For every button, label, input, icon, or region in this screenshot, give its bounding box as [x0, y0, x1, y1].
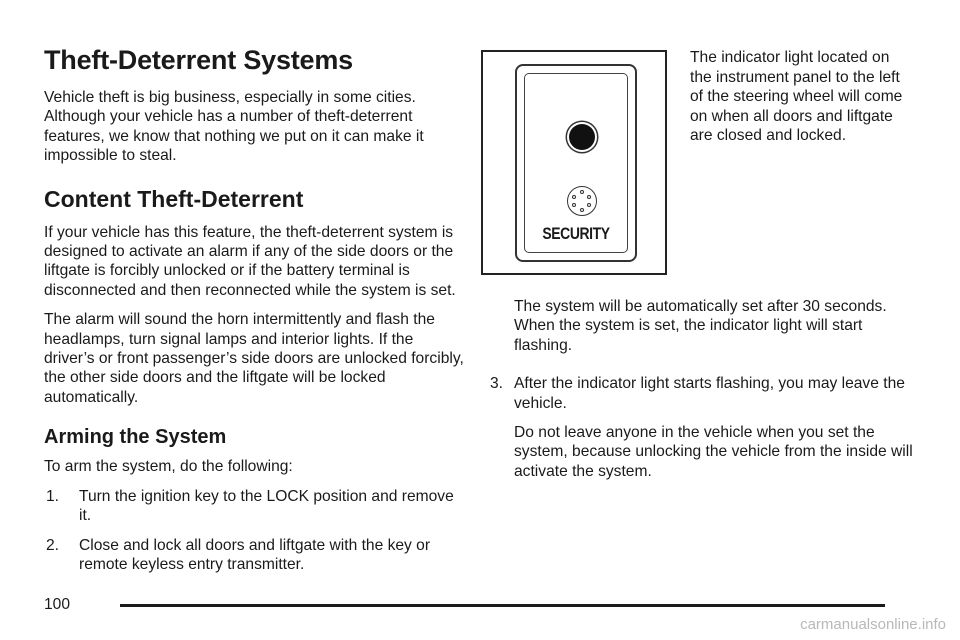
left-column: [44, 44, 464, 584]
step-number: 1.: [46, 487, 60, 505]
section-heading: Content Theft-Deterrent: [44, 185, 304, 212]
step-note: Do not leave anyone in the vehicle when you set the system, because unlocking the vehicle from the inside will activate the system.: [514, 424, 913, 480]
figure-caption-text: The indicator light located on the instrument panel to the left of the steering wheel will come on when all doors and liftgate are closed and locked.: [690, 49, 903, 145]
section-paragraph-2: The alarm will sound the horn intermittently and flash the headlamps, turn signal lamps and interior lights. If the driver’s or front passenger’s side doors are unlocked forcibly, the other side doors and the liftgate will be locked automatically.: [44, 311, 464, 406]
step-number: 3.: [490, 375, 504, 393]
step-item: [44, 536, 464, 575]
security-switch-panel: [515, 64, 637, 262]
security-label: SECURITY: [542, 224, 610, 243]
step-text: Close and lock all doors and liftgate with the key or remote keyless entry transmitter.: [79, 536, 431, 573]
subsection-heading: Arming the System: [44, 426, 227, 449]
figure-caption: [690, 48, 910, 156]
keyhole-icon: [567, 186, 597, 216]
step-number: 2.: [46, 536, 60, 554]
watermark: carmanualsonline.info: [800, 616, 946, 633]
step-item: [44, 487, 464, 526]
continued-steps: [490, 374, 924, 491]
arming-intro: To arm the system, do the following:: [44, 458, 293, 476]
right-column: [490, 297, 924, 501]
step-text: Turn the ignition key to the LOCK position and remove it.: [79, 487, 454, 525]
arming-steps: [44, 487, 464, 575]
step-item: [490, 374, 924, 491]
step-body: [514, 374, 924, 491]
security-switch-bezel: [524, 73, 628, 253]
auto-set-paragraph: The system will be automatically set after 30 seconds. When the system is set, the indicator light will start flashing.: [514, 298, 887, 354]
page-number: 100: [44, 596, 71, 613]
indicator-light-icon: [569, 124, 595, 150]
security-indicator-figure: [481, 50, 667, 275]
page-title: Theft-Deterrent Systems: [44, 45, 353, 75]
footer-divider: [120, 604, 885, 607]
section-paragraph-1: If your vehicle has this feature, the theft-deterrent system is designed to activate an alarm if any of the side doors or the liftgate is forcibly unlocked or if the battery terminal is disconnected and then reconnected while the system is set.: [44, 223, 456, 299]
intro-paragraph: Vehicle theft is big business, especially in some cities. Although your vehicle has a number of theft-deterrent features, we know that nothing we put on it can make it impossible to steal.: [44, 89, 424, 165]
step-text: After the indicator light starts flashing, you may leave the vehicle.: [514, 375, 905, 412]
